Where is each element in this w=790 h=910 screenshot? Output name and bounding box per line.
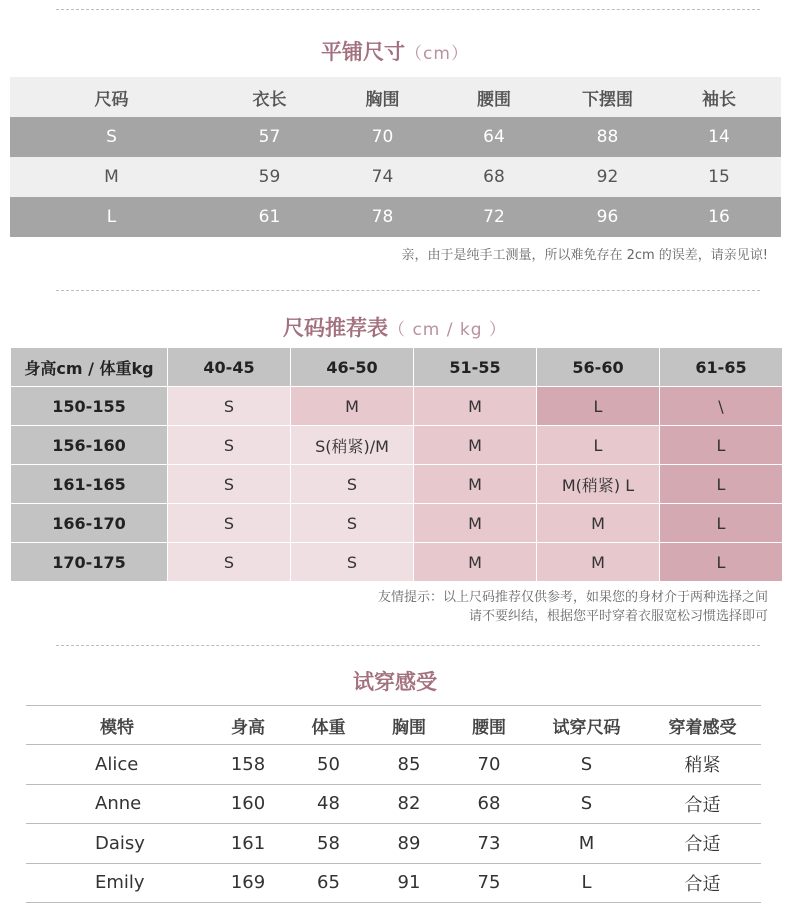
size-cell: M xyxy=(537,543,660,582)
value-cell: 75 xyxy=(449,863,529,903)
value-cell: 14 xyxy=(708,127,730,147)
header-cell: 衣长 xyxy=(252,89,287,110)
size-cell: S xyxy=(291,543,414,582)
size-cell: L xyxy=(537,426,660,465)
size-cell: S xyxy=(291,504,414,543)
recommend-header-row xyxy=(11,348,783,387)
size-cell: M xyxy=(537,504,660,543)
model-name: Alice xyxy=(26,745,208,785)
height-header: 170-175 xyxy=(11,543,168,582)
header-cell: 腰围 xyxy=(477,89,511,110)
table-row xyxy=(26,863,761,903)
flat-size-header-row xyxy=(10,77,781,117)
value-cell: 70 xyxy=(371,127,394,147)
size-cell: M xyxy=(291,387,414,426)
value-cell: 82 xyxy=(369,784,449,824)
value-cell: 160 xyxy=(208,784,288,824)
table-row xyxy=(26,824,761,864)
weight-header: 51-55 xyxy=(414,348,537,387)
flat-size-title-text: 平铺尺寸 xyxy=(321,40,406,64)
value-cell: 91 xyxy=(369,863,449,903)
value-cell: 50 xyxy=(288,745,369,785)
header-cell: 胸围 xyxy=(369,706,449,745)
flat-size-table xyxy=(10,77,781,237)
value-cell: 161 xyxy=(208,824,288,864)
corner-cell: 身高cm / 体重kg xyxy=(11,348,168,387)
value-cell: 64 xyxy=(483,127,505,147)
value-cell: 合适 xyxy=(644,824,761,864)
value-cell: M xyxy=(529,824,644,864)
header-cell: 身高 xyxy=(208,706,288,745)
value-cell: 15 xyxy=(708,167,730,187)
divider-top xyxy=(56,9,760,10)
value-cell: 57 xyxy=(258,127,281,147)
value-cell: 96 xyxy=(596,207,619,227)
height-header: 161-165 xyxy=(11,465,168,504)
size-cell: S xyxy=(168,426,291,465)
recommend-title xyxy=(0,312,790,342)
header-cell: 胸围 xyxy=(365,89,400,110)
measurement-note: 亲，由于是纯手工测量，所以难免存在 2cm 的误差，请亲见谅! xyxy=(401,248,768,263)
value-cell: 78 xyxy=(371,207,394,227)
fitting-table xyxy=(26,705,761,903)
weight-header: 40-45 xyxy=(168,348,291,387)
table-row xyxy=(10,157,781,197)
table-row xyxy=(11,504,783,543)
size-cell: S xyxy=(291,465,414,504)
table-row xyxy=(26,745,761,785)
size-cell: \ xyxy=(660,387,783,426)
header-cell: 腰围 xyxy=(449,706,529,745)
header-cell: 尺码 xyxy=(94,89,129,110)
size-cell: M xyxy=(414,426,537,465)
value-cell: 68 xyxy=(449,784,529,824)
size-cell: M xyxy=(414,465,537,504)
table-row xyxy=(10,197,781,237)
value-cell: 92 xyxy=(596,167,619,187)
value-cell: 88 xyxy=(596,127,619,147)
size-cell: L xyxy=(660,543,783,582)
size-cell: S xyxy=(106,127,117,147)
value-cell: 89 xyxy=(369,824,449,864)
value-cell: 稍紧 xyxy=(644,745,761,785)
size-recommendation-table xyxy=(10,347,783,582)
fitting-header-row xyxy=(26,706,761,745)
height-header: 166-170 xyxy=(11,504,168,543)
table-row xyxy=(11,426,783,465)
value-cell: L xyxy=(529,863,644,903)
divider-2 xyxy=(56,645,760,646)
value-cell: 59 xyxy=(258,167,281,187)
table-row xyxy=(10,117,781,157)
size-cell: M xyxy=(414,504,537,543)
value-cell: 61 xyxy=(258,207,281,227)
value-cell: 73 xyxy=(449,824,529,864)
value-cell: 158 xyxy=(208,745,288,785)
size-cell: S xyxy=(168,387,291,426)
value-cell: S xyxy=(529,745,644,785)
size-cell: L xyxy=(106,207,117,227)
recommend-title-text: 尺码推荐表 xyxy=(283,316,389,340)
size-cell: L xyxy=(537,387,660,426)
value-cell: 68 xyxy=(483,167,505,187)
size-cell: L xyxy=(660,426,783,465)
flat-size-unit: （cm） xyxy=(405,44,469,64)
table-row xyxy=(26,784,761,824)
recommend-note-line-1: 友情提示：以上尺码推荐仅供参考，如果您的身材介于两种选择之间 xyxy=(377,590,768,605)
table-row xyxy=(11,543,783,582)
value-cell: 169 xyxy=(208,863,288,903)
value-cell: 58 xyxy=(288,824,369,864)
value-cell: 72 xyxy=(483,207,505,227)
flat-size-title xyxy=(0,36,790,66)
table-row xyxy=(11,387,783,426)
value-cell: 48 xyxy=(288,784,369,824)
weight-header: 61-65 xyxy=(660,348,783,387)
size-cell: M(稍紧) L xyxy=(537,465,660,504)
height-header: 156-160 xyxy=(11,426,168,465)
header-cell: 下摆围 xyxy=(582,89,633,110)
recommend-unit: （ cm / kg ） xyxy=(388,320,507,340)
value-cell: 16 xyxy=(708,207,730,227)
size-cell: L xyxy=(660,465,783,504)
model-name: Emily xyxy=(26,863,208,903)
value-cell: 65 xyxy=(288,863,369,903)
table-row xyxy=(11,465,783,504)
size-cell: S xyxy=(168,504,291,543)
header-cell: 穿着感受 xyxy=(644,706,761,745)
weight-header: 56-60 xyxy=(537,348,660,387)
model-name: Anne xyxy=(26,784,208,824)
recommend-note xyxy=(378,588,768,626)
weight-header: 46-50 xyxy=(291,348,414,387)
height-header: 150-155 xyxy=(11,387,168,426)
size-cell: M xyxy=(414,543,537,582)
header-cell: 模特 xyxy=(26,706,208,745)
size-cell: M xyxy=(414,387,537,426)
value-cell: 合适 xyxy=(644,784,761,824)
model-name: Daisy xyxy=(26,824,208,864)
size-cell: L xyxy=(660,504,783,543)
value-cell: S xyxy=(529,784,644,824)
size-cell: S xyxy=(168,465,291,504)
value-cell: 85 xyxy=(369,745,449,785)
value-cell: 70 xyxy=(449,745,529,785)
value-cell: 74 xyxy=(371,167,394,187)
fitting-title: 试穿感受 xyxy=(353,670,437,694)
recommend-note-line-2: 请不要纠结，根据您平时穿着衣服宽松习惯选择即可 xyxy=(468,609,768,624)
header-cell: 袖长 xyxy=(702,89,736,110)
size-cell: M xyxy=(104,167,119,187)
size-cell: S(稍紧)/M xyxy=(291,426,414,465)
header-cell: 试穿尺码 xyxy=(529,706,644,745)
value-cell: 合适 xyxy=(644,863,761,903)
divider-1 xyxy=(56,290,760,291)
header-cell: 体重 xyxy=(288,706,369,745)
size-cell: S xyxy=(168,543,291,582)
